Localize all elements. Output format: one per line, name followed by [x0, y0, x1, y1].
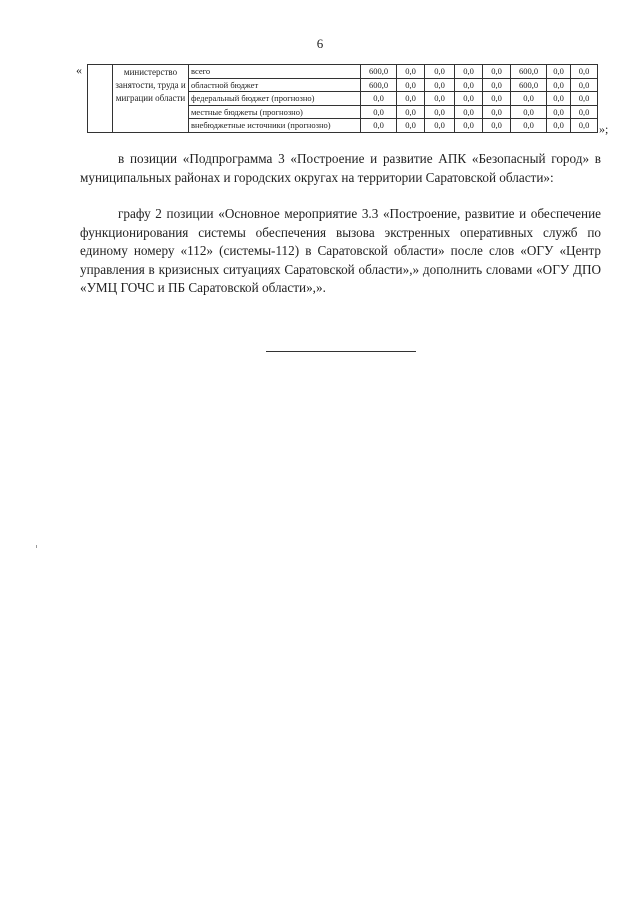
- value-cell: 600,0: [361, 65, 397, 79]
- value-cell: 0,0: [571, 78, 598, 92]
- value-cell: 0,0: [397, 78, 425, 92]
- value-cell: 0,0: [511, 92, 547, 106]
- source-cell: местные бюджеты (прогнозно): [189, 105, 361, 119]
- value-cell: 0,0: [547, 92, 571, 106]
- paragraph-text: в позиции «Подпрограмма 3 «Построение и развитие АПК «Безопасный город» в муниципальных районах и городских округах на территории Саратовской области»:: [80, 151, 601, 185]
- value-cell: 0,0: [361, 119, 397, 133]
- value-cell: 0,0: [547, 78, 571, 92]
- page-number: 6: [316, 36, 324, 51]
- value-cell: 0,0: [483, 78, 511, 92]
- value-cell: 0,0: [455, 65, 483, 79]
- value-cell: 0,0: [511, 119, 547, 133]
- value-cell: 0,0: [483, 92, 511, 106]
- organization-cell: министерство занятости, труда и миграции области: [113, 65, 189, 133]
- paragraph-text: графу 2 позиции «Основное мероприятие 3.3 «Построение, развитие и обеспечение функционирования системы обеспечения вызова экстренных оперативных служб по единому номеру «112» (системы-112) в Саратовской области» после слов «ОГУ «Центр управления в кризисных ситуациях Саратовской области»,» дополнить словами «ОГУ ДПО «УМЦ ГОЧС и ПБ Саратовской области»,».: [80, 206, 601, 296]
- value-cell: 0,0: [425, 119, 455, 133]
- value-cell: 0,0: [571, 92, 598, 106]
- paragraph-amendment: [80, 205, 601, 298]
- value-cell: 0,0: [397, 92, 425, 106]
- value-cell: 600,0: [361, 78, 397, 92]
- value-cell: 600,0: [511, 78, 547, 92]
- paragraph-subprogram: [80, 150, 601, 187]
- value-cell: 0,0: [483, 65, 511, 79]
- source-cell: внебюджетные источники (прогнозно): [189, 119, 361, 133]
- value-cell: 0,0: [361, 105, 397, 119]
- value-cell: 0,0: [455, 119, 483, 133]
- source-cell: федеральный бюджет (прогнозно): [189, 92, 361, 106]
- value-cell: 0,0: [455, 92, 483, 106]
- source-cell: областной бюджет: [189, 78, 361, 92]
- table-row: [88, 65, 598, 79]
- value-cell: 0,0: [547, 105, 571, 119]
- value-cell: 0,0: [547, 65, 571, 79]
- value-cell: 600,0: [511, 65, 547, 79]
- source-cell: всего: [189, 65, 361, 79]
- value-cell: 0,0: [483, 105, 511, 119]
- financing-table: [87, 64, 598, 133]
- value-cell: 0,0: [571, 65, 598, 79]
- table-open-quote: «: [76, 63, 82, 77]
- value-cell: 0,0: [425, 65, 455, 79]
- value-cell: 0,0: [455, 78, 483, 92]
- value-cell: 0,0: [571, 105, 598, 119]
- value-cell: 0,0: [397, 119, 425, 133]
- value-cell: 0,0: [571, 119, 598, 133]
- closing-rule: [266, 351, 416, 352]
- value-cell: 0,0: [425, 92, 455, 106]
- scan-speck: [36, 545, 37, 548]
- value-cell: 0,0: [397, 65, 425, 79]
- number-cell: [88, 65, 113, 133]
- value-cell: 0,0: [511, 105, 547, 119]
- value-cell: 0,0: [483, 119, 511, 133]
- value-cell: 0,0: [397, 105, 425, 119]
- value-cell: 0,0: [425, 78, 455, 92]
- value-cell: 0,0: [547, 119, 571, 133]
- value-cell: 0,0: [361, 92, 397, 106]
- value-cell: 0,0: [455, 105, 483, 119]
- value-cell: 0,0: [425, 105, 455, 119]
- table-close-quote: »;: [599, 122, 609, 136]
